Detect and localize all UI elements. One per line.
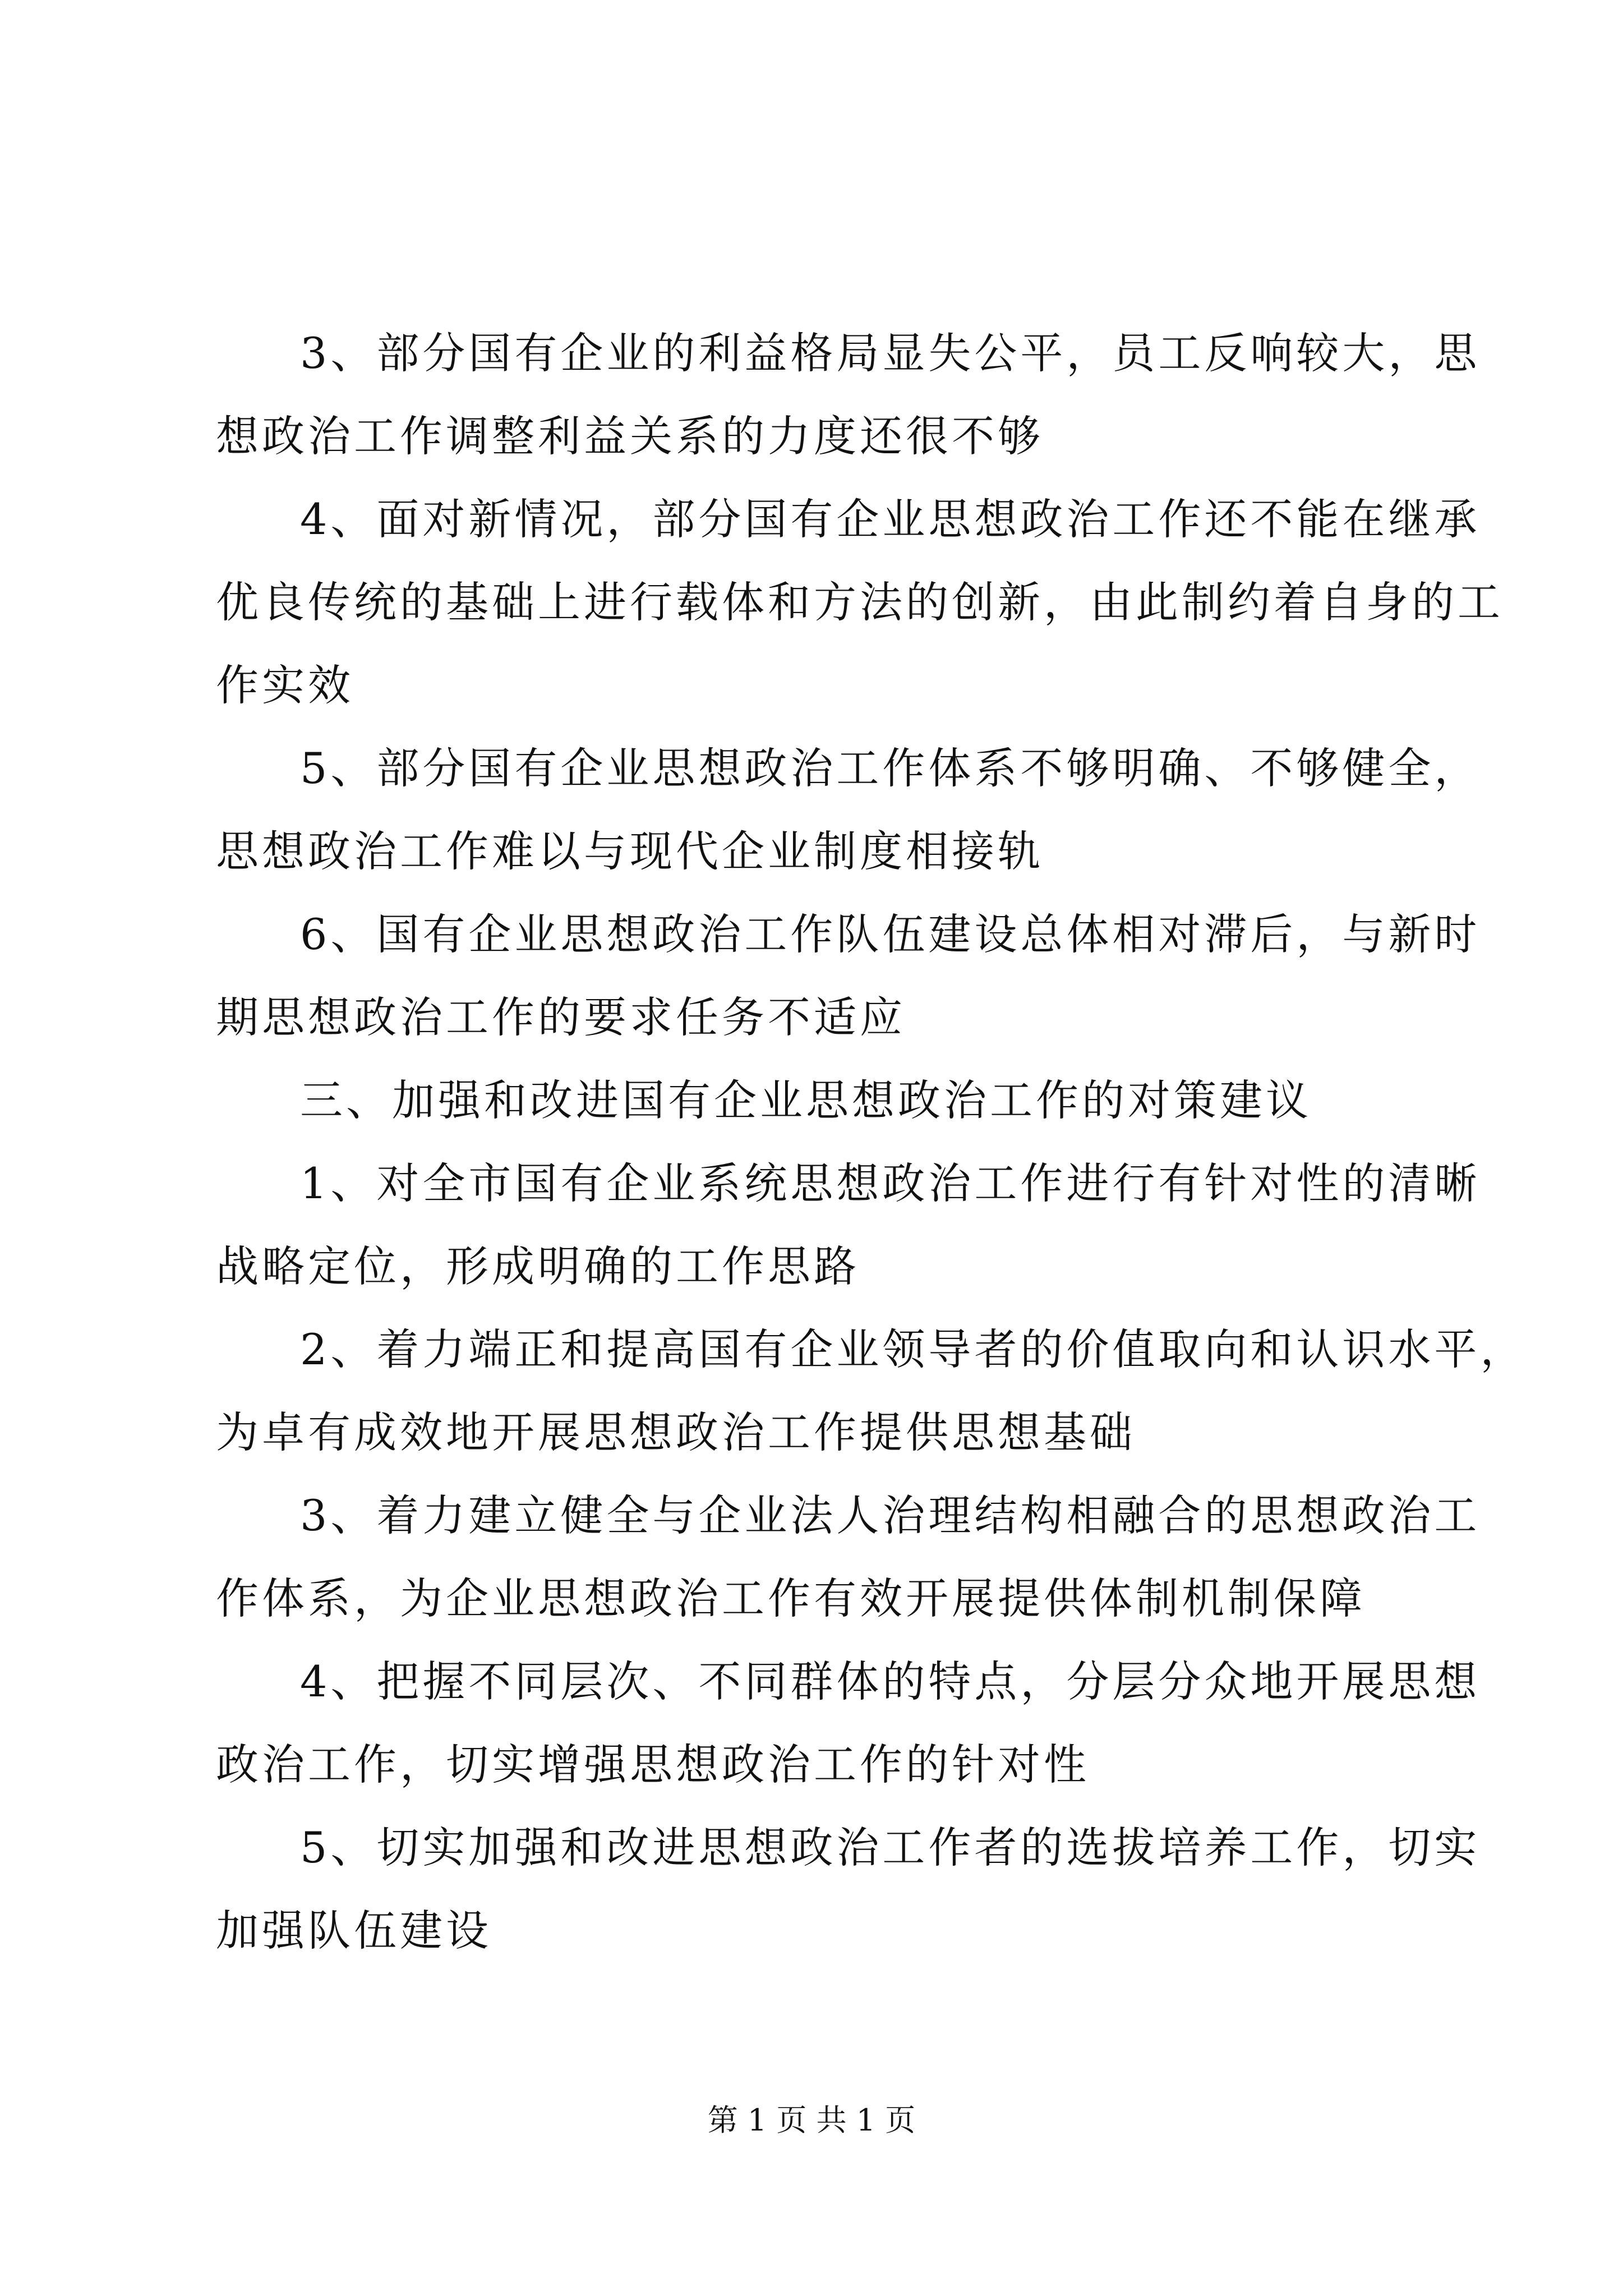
paragraph-6-line-2: 期思想政治工作的要求任务不适应 <box>216 992 906 1042</box>
suggestion-5-line-2: 加强队伍建设 <box>216 1906 492 1955</box>
suggestion-3-line-1: 3、着力建立健全与企业法人治理结构相融合的思想政治工 <box>300 1490 1481 1540</box>
suggestion-1-line-1: 1、对全市国有企业系统思想政治工作进行有针对性的清晰 <box>300 1158 1481 1208</box>
paragraph-4-line-1: 4、面对新情况，部分国有企业思想政治工作还不能在继承 <box>300 494 1481 544</box>
paragraph-3-line-2: 想政治工作调整利益关系的力度还很不够 <box>216 411 1044 461</box>
suggestion-2-line-2: 为卓有成效地开展思想政治工作提供思想基础 <box>216 1407 1136 1457</box>
paragraph-6-line-1: 6、国有企业思想政治工作队伍建设总体相对滞后，与新时 <box>300 909 1481 959</box>
section-heading: 三、加强和改进国有企业思想政治工作的对策建议 <box>300 1075 1312 1125</box>
paragraph-3-line-1: 3、部分国有企业的利益格局显失公平，员工反响较大，思 <box>300 328 1481 378</box>
paragraph-4-line-3: 作实效 <box>216 660 354 710</box>
paragraph-5-line-1: 5、部分国有企业思想政治工作体系不够明确、不够健全， <box>300 743 1481 793</box>
suggestion-4-line-1: 4、把握不同层次、不同群体的特点，分层分众地开展思想 <box>300 1657 1481 1706</box>
suggestion-4-line-2: 政治工作，切实增强思想政治工作的针对性 <box>216 1740 1090 1789</box>
suggestion-5-line-1: 5、切实加强和改进思想政治工作者的选拔培养工作，切实 <box>300 1823 1481 1872</box>
suggestion-3-line-2: 作体系，为企业思想政治工作有效开展提供体制机制保障 <box>216 1573 1366 1623</box>
suggestion-2-line-1: 2、着力端正和提高国有企业领导者的价值取向和认识水平， <box>300 1324 1527 1374</box>
suggestion-1-line-2: 战略定位，形成明确的工作思路 <box>216 1241 860 1291</box>
paragraph-5-line-2: 思想政治工作难以与现代企业制度相接轨 <box>216 826 1044 876</box>
page-number-footer: 第 1 页 共 1 页 <box>707 2102 916 2138</box>
paragraph-4-line-2: 优良传统的基础上进行载体和方法的创新，由此制约着自身的工 <box>216 577 1504 627</box>
